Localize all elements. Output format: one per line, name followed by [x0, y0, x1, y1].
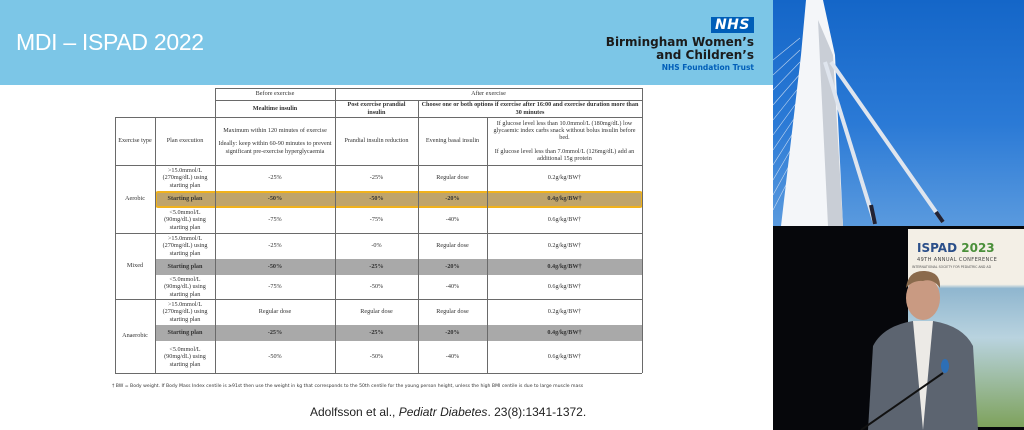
slide-header	[0, 0, 773, 85]
table-cell-basal: -40%	[445, 216, 460, 224]
table-cell-mealtime: -50%	[267, 263, 283, 271]
table-gridline	[155, 117, 156, 373]
table-cell-basal: -20%	[445, 329, 460, 337]
table-gridline	[115, 117, 642, 118]
banner-title	[917, 241, 995, 255]
nhs-badge: NHS	[711, 17, 754, 33]
table-cell-prandial: -50%	[369, 283, 384, 291]
table-cell-basal: -40%	[445, 353, 460, 361]
table-cell-plan: Starting plan	[167, 263, 203, 271]
table-gridline	[115, 373, 642, 374]
subheader-post-prandial: Post exercise prandial insulin	[347, 101, 406, 116]
logo-line-1: Birmingham Women’s	[605, 35, 754, 49]
speaker-camera-feed	[773, 226, 1024, 430]
subheader-choose-options: Choose one or both options if exercise after 16:00 and exercise duration more than 30 minutes	[421, 101, 639, 116]
column-header-evening-basal: Evening basal insulin	[425, 137, 480, 145]
table-cell-plan: <5.0mmol/L (90mg/dL) using starting plan	[164, 209, 206, 231]
column-header-plan-execution: Plan execution	[166, 137, 204, 145]
table-cell-snack: 0.6g/kg/BW†	[547, 353, 582, 361]
subheader-mealtime: Mealtime insulin	[252, 104, 298, 112]
table-gridline	[642, 88, 643, 117]
table-cell-mealtime: -25%	[268, 174, 282, 182]
table-cell-prandial: Regular dose	[360, 308, 393, 316]
table-cell-mealtime: -75%	[268, 216, 282, 224]
table-gridline	[115, 117, 116, 373]
citation-authors: Adolfsson et al.,	[310, 405, 399, 419]
bridge-pylon-image	[773, 0, 1024, 226]
table-cell-snack: 0.4g/kg/BW†	[547, 263, 582, 271]
snack-desc-line-1: If glucose level less than 10.0mmol/L (180mg/dL) low glycaemic index carbs snack without bolus insulin before bed.	[493, 119, 636, 142]
mealtime-desc-line-1: Maximum within 120 minutes of exercise	[223, 127, 327, 135]
table-cell-prandial: -25%	[369, 174, 384, 182]
column-header-mealtime-desc	[215, 117, 335, 165]
table-cell-prandial: -0%	[371, 242, 382, 250]
column-header-prandial-reduction: Prandial insulin reduction	[344, 137, 409, 145]
table-gridline	[215, 88, 216, 117]
table-gridline	[115, 233, 642, 234]
table-cell-snack: 0.2g/kg/BW†	[547, 242, 582, 250]
table-cell-snack: 0.2g/kg/BW†	[547, 174, 582, 182]
table-cell-prandial: -75%	[369, 216, 384, 224]
group-header-before: Before exercise	[255, 90, 295, 98]
logo-line-2: and Children’s	[656, 48, 754, 62]
table-gridline	[487, 117, 488, 373]
footnote: † BW = Body weight. If Body Mass Index centile is ≥91st then use the weight in kg that corresponds to the 50th centile for the young person height, unless the high BMI centile is due to large muscle mass	[112, 384, 584, 389]
table-cell-snack: 0.4g/kg/BW†	[547, 195, 582, 203]
table-cell-plan: <5.0mmol/L (90mg/dL) using starting plan	[164, 346, 206, 368]
table-gridline	[335, 117, 336, 373]
table-cell-mealtime: Regular dose	[258, 308, 292, 316]
table-cell-snack: 0.2g/kg/BW†	[547, 308, 582, 316]
banner-subtitle-2: INTERNATIONAL SOCIETY FOR PEDIATRIC AND AD	[912, 265, 992, 269]
exercise-type-mixed: Mixed	[126, 262, 144, 270]
table-cell-basal: Regular dose	[436, 174, 469, 182]
table-gridline	[335, 88, 336, 117]
table-gridline	[418, 117, 419, 373]
table-gridline	[215, 100, 642, 101]
table-cell-basal: -40%	[445, 283, 460, 291]
table-gridline	[215, 88, 642, 89]
table-cell-snack: 0.4g/kg/BW†	[547, 329, 582, 337]
table-cell-mealtime: -50%	[268, 353, 282, 361]
table-cell-plan: >15.0mmol/L (270mg/dL) using starting plan	[162, 167, 208, 189]
table-cell-mealtime: -25%	[267, 329, 283, 337]
table-cell-mealtime: -25%	[268, 242, 282, 250]
citation-ref: . 23(8):1341-1372.	[487, 405, 587, 419]
banner-title-year: 2023	[961, 241, 995, 255]
table-cell-prandial: -25%	[369, 263, 384, 271]
table-cell-plan: <5.0mmol/L (90mg/dL) using starting plan	[164, 276, 206, 298]
table-cell-snack: 0.6g/kg/BW†	[547, 216, 582, 224]
table-gridline	[642, 117, 643, 373]
table-cell-basal: -20%	[445, 263, 460, 271]
table-cell-plan: Starting plan	[167, 329, 203, 337]
banner-title-name: ISPAD	[917, 241, 958, 255]
table-cell-snack: 0.6g/kg/BW†	[547, 283, 582, 291]
snack-desc-line-2: If glucose level less than 7.0mmol/L (126mg/dL) add an additional 15g protein	[494, 147, 635, 162]
table-cell-prandial: -50%	[369, 195, 384, 203]
citation	[310, 405, 586, 419]
table-gridline	[115, 165, 642, 166]
exercise-type-anaerobic: Anaerobic	[122, 332, 148, 340]
table-cell-basal: Regular dose	[436, 308, 469, 316]
banner-subtitle: 49TH ANNUAL CONFERENCE	[917, 257, 998, 263]
group-header-after: After exercise	[471, 90, 506, 98]
nhs-trust-logo	[606, 14, 754, 73]
venue-camera-feed	[773, 0, 1024, 226]
citation-journal: Pediatr Diabetes	[398, 405, 488, 419]
table-cell-plan: >15.0mmol/L (270mg/dL) using starting plan	[162, 235, 208, 257]
table-gridline	[418, 100, 419, 117]
table-cell-mealtime: -75%	[268, 283, 282, 291]
column-header-snack-desc	[487, 117, 642, 165]
table-cell-mealtime: -50%	[267, 195, 283, 203]
column-header-exercise-type: Exercise type	[118, 137, 152, 145]
table-cell-plan: >15.0mmol/L (270mg/dL) using starting plan	[162, 301, 208, 323]
table-cell-plan: Starting plan	[167, 195, 203, 203]
exercise-type-aerobic: Aerobic	[125, 195, 145, 203]
table-cell-basal: Regular dose	[436, 242, 469, 250]
table-gridline	[215, 117, 216, 373]
mealtime-desc-line-2: Ideally: keep within 60-90 minutes to prevent significant pre-exercise hyperglycaemia	[218, 140, 332, 155]
table-cell-prandial: -25%	[369, 329, 384, 337]
table-gridline	[115, 299, 642, 300]
slide-title: MDI – ISPAD 2022	[16, 29, 204, 55]
logo-line-3: NHS Foundation Trust	[661, 63, 754, 72]
table-cell-basal: -20%	[445, 195, 460, 203]
table-cell-prandial: -50%	[369, 353, 384, 361]
banner-text-layer	[908, 229, 1024, 279]
